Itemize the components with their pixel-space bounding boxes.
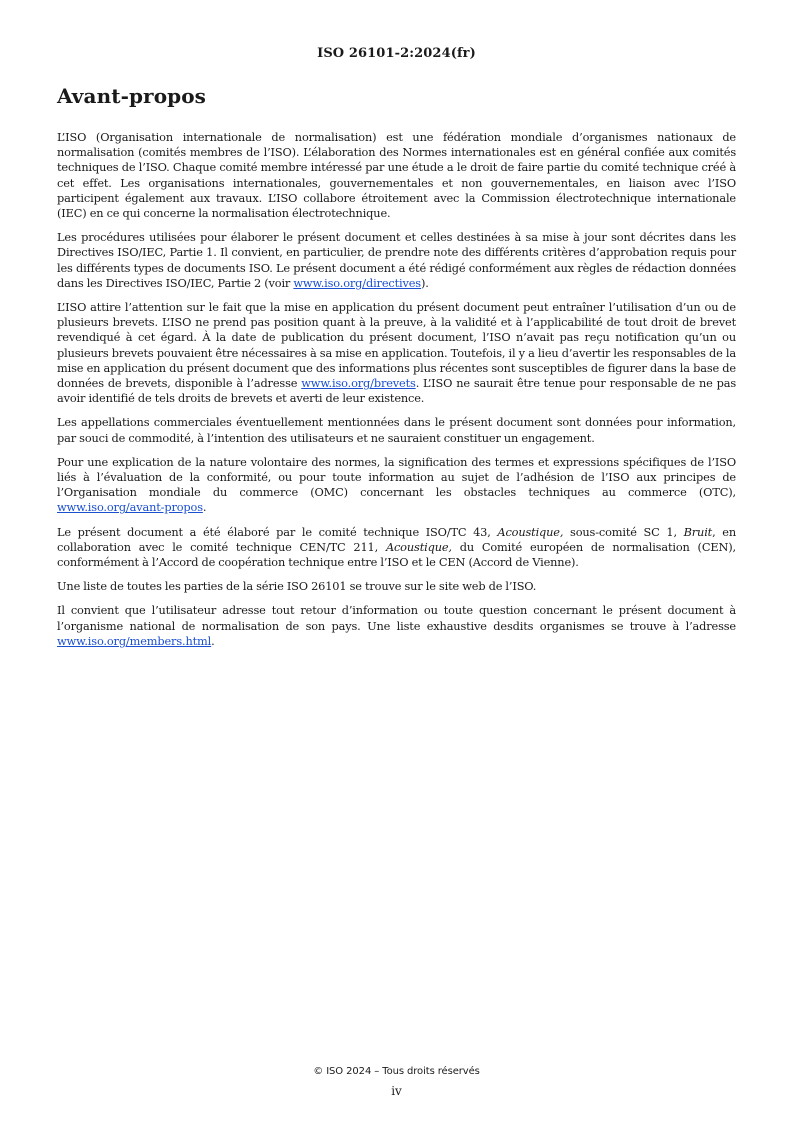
paragraph-text: sous-comité SC 1, <box>563 524 684 539</box>
paragraph-voluntary-nature <box>57 455 736 516</box>
page-number: iv <box>391 1084 402 1098</box>
copyright-footer: © ISO 2024 – Tous droits réservés <box>313 1066 480 1077</box>
foreword-link[interactable]: www.iso.org/avant-propos <box>57 500 203 515</box>
paragraph-text: Les procédures utilisées pour élaborer le présent document et celles destinées à sa mise à jour sont décrites dans les Directives ISO/IEC, Partie 1. Il convient, en particulier, de prendre note des différents critères d’approbation requis pour les différents types de documents ISO. Le présent document a été rédigé conformément aux règles de rédaction données dans les Directives ISO/IEC, Partie 2 (voir <box>57 230 736 290</box>
cen-committee-name-italic: Acoustique, <box>385 539 452 554</box>
paragraph-trade-names: Les appellations commerciales éventuellement mentionnées dans le présent document sont données pour information, par souci de commodité, à l’intention des utilisateurs et ne sauraient constituer un engagement. <box>57 415 736 445</box>
document-header: ISO 26101-2:2024(fr) <box>317 46 476 61</box>
paragraph-text: Le présent document a été élaboré par le comité technique ISO/TC 43, <box>57 524 498 539</box>
foreword-body <box>57 130 736 658</box>
patents-link[interactable]: www.iso.org/brevets <box>301 376 416 391</box>
paragraph-iso-overview: L’ISO (Organisation internationale de normalisation) est une fédération mondiale d’organismes nationaux de normalisation (comités membres de l’ISO). L’élaboration des Normes internationales est en général confiée aux comités techniques de l’ISO. Chaque comité membre intéressé par une étude a le droit de faire partie du comité technique créé à cet effet. Les organisations internationales, gouvernementales et non gouvernementales, en liaison avec l’ISO participent également aux travaux. L’ISO collabore étroitement avec la Commission électrotechnique internationale (IEC) en ce qui concerne la normalisation électrotechnique. <box>57 130 736 221</box>
paragraph-committee <box>57 525 736 571</box>
directives-link[interactable]: www.iso.org/directives <box>293 275 421 290</box>
paragraph-feedback <box>57 603 736 649</box>
paragraph-text: . <box>202 500 207 515</box>
paragraph-text: . L’ISO ne saurait être tenue pour responsable de ne pas avoir identifié de tels droits de brevets et averti de leur existence. <box>57 376 736 406</box>
paragraph-procedures <box>57 230 736 291</box>
members-link[interactable]: www.iso.org/members.html <box>57 633 212 648</box>
page-title: Avant-propos <box>57 84 207 108</box>
paragraph-text: ). <box>420 275 429 290</box>
paragraph-text: Il convient que l’utilisateur adresse tout retour d’information ou toute question concernant le présent document à l’organisme national de normalisation de son pays. Une liste exhaustive desdits organismes se trouve à l’adresse <box>57 603 736 633</box>
subcommittee-name-italic: Bruit <box>683 524 713 539</box>
paragraph-text: L’ISO attire l’attention sur le fait que la mise en application du présent document peut entraîner l’utilisation d’un ou de plusieurs brevets. L’ISO ne prend pas position quant à la preuve, à la validité et à l’applicabilité de tout droit de brevet revendiqué à cet égard. À la date de publication du présent document, l’ISO n’avait pas reçu notification qu’un ou plusieurs brevets pouvaient être nécessaires à sa mise en application. Toutefois, il y a lieu d’avertir les responsables de la mise en application du présent document que des informations plus récentes sont susceptibles de figurer dans la base de données de brevets, disponible à l’adresse <box>57 300 736 391</box>
paragraph-patents <box>57 300 736 406</box>
paragraph-text: du Comité européen de normalisation (CEN), conformément à l’Accord de coopération technique entre l’ISO et le CEN (Accord de Vienne). <box>57 539 736 570</box>
committee-name-italic: Acoustique, <box>497 524 564 539</box>
paragraph-text: Pour une explication de la nature volontaire des normes, la signification des termes et expressions spécifiques de l’ISO liés à l’évaluation de la conformité, ou pour toute information au sujet de l’adhésion de l’ISO aux principes de l’Organisation mondiale du commerce (OMC) concernant les obstacles techniques au commerce (OTC), <box>57 454 736 500</box>
paragraph-text: . <box>211 633 215 648</box>
paragraph-series-list: Une liste de toutes les parties de la série ISO 26101 se trouve sur le site web de l’ISO. <box>57 579 537 594</box>
paragraph-text: , en collaboration avec le comité technique CEN/TC 211, <box>57 524 736 554</box>
